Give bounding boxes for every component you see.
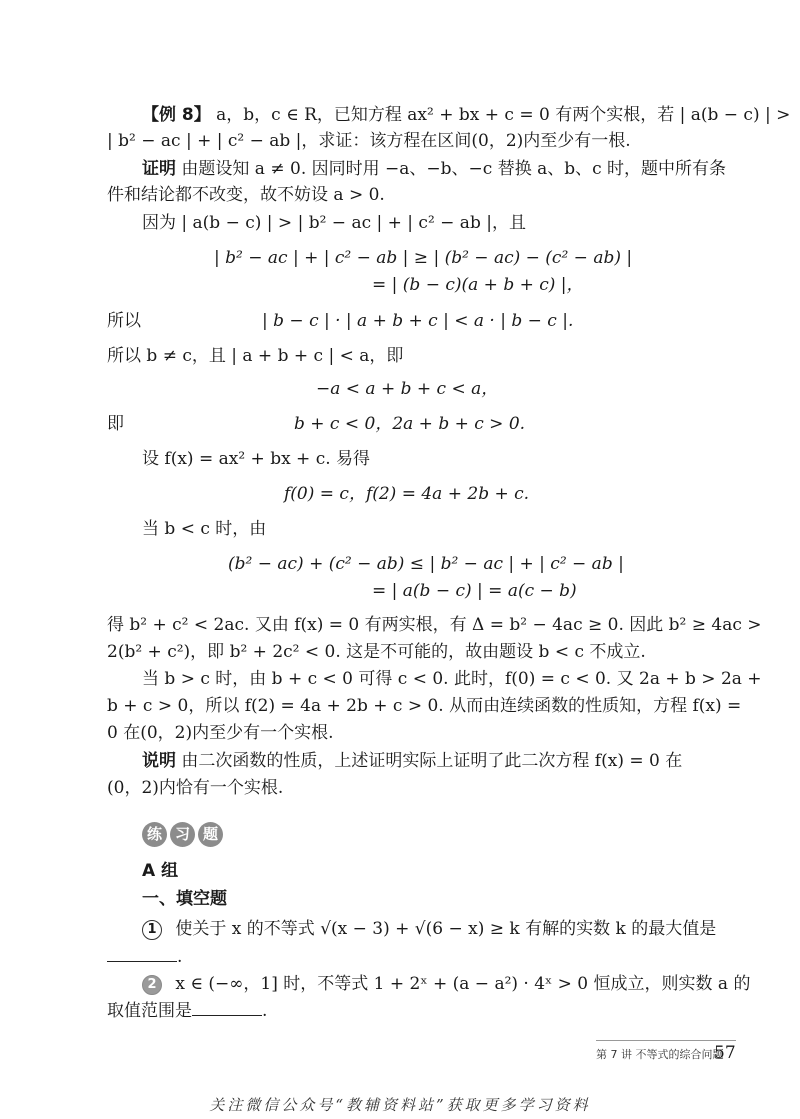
practice-badge <box>142 822 223 847</box>
section-heading: 一、填空题 <box>142 889 227 909</box>
proof-line6: 当 b < c 时，由 <box>142 519 267 539</box>
example-label: 【例 8】 <box>142 105 211 125</box>
equation-1a: | b² − ac | + | c² − ab | ≥ | (b² − ac) − (c² − ab) | <box>214 248 633 268</box>
example-statement-line2: | b² − ac | + | c² − ab |，求证：该方程在区间(0，2)内至少有一根. <box>107 131 631 151</box>
question-number-badge: 2 <box>142 975 162 995</box>
proof-line7: 得 b² + c² < 2ac. 又由 f(x) = 0 有两实根，有 Δ = b² − 4ac ≥ 0. 因此 b² ≥ 4ac > <box>107 615 762 635</box>
proof-line8: 2(b² + c²)，即 b² + 2c² < 0. 这是不可能的，故由题设 b < c 不成立. <box>107 642 646 662</box>
equation-4: b + c < 0，2a + b + c > 0. <box>294 414 526 434</box>
example-text-1: a，b，c ∈ R，已知方程 ax² + bx + c = 0 有两个实根，若 | a(b − c) | > <box>216 105 791 125</box>
remark-line2: (0，2)内恰有一个实根. <box>107 778 284 798</box>
question-1-line1 <box>142 918 716 940</box>
practice-badge-char: 习 <box>170 822 195 847</box>
question-2-line1 <box>142 973 750 995</box>
proof-line2: 件和结论都不改变，故不妨设 a > 0. <box>107 185 385 205</box>
proof-line1 <box>142 158 726 180</box>
watermark-text: 关注微信公众号“教辅资料站”获取更多学习资料 <box>209 1096 591 1114</box>
equation-2: | b − c | · | a + b + c | < a · | b − c |. <box>262 311 574 331</box>
question-2-end: . <box>262 1001 268 1021</box>
proof-line11: 0 在(0，2)内至少有一个实根. <box>107 723 334 743</box>
proof-label: 证明 <box>142 159 176 179</box>
question-2-line2 <box>107 1000 267 1022</box>
equation-5: f(0) = c，f(2) = 4a + 2b + c. <box>284 484 530 504</box>
so-label: 所以 <box>107 311 141 331</box>
equation-6a: (b² − ac) + (c² − ab) ≤ | b² − ac | + | c² − ab | <box>228 554 624 574</box>
question-2-text: x ∈ (−∞，1] 时，不等式 1 + 2ˣ + (a − a²) · 4ˣ > 0 恒成立，则实数 a 的 <box>175 974 751 994</box>
remark-label: 说明 <box>142 751 176 771</box>
remark-text-1: 由二次函数的性质，上述证明实际上证明了此二次方程 f(x) = 0 在 <box>181 751 683 771</box>
question-1-end: . <box>177 947 183 967</box>
proof-line4: 所以 b ≠ c，且 | a + b + c | < a，即 <box>107 346 404 366</box>
practice-badge-char: 题 <box>198 822 223 847</box>
remark-line1 <box>142 750 682 772</box>
ji-label: 即 <box>107 414 124 434</box>
footer-rule <box>596 1040 736 1041</box>
proof-text-1: 由题设知 a ≠ 0. 因同时用 −a、−b、−c 替换 a、b、c 时，题中所有条 <box>181 159 727 179</box>
proof-line9: 当 b > c 时，由 b + c < 0 可得 c < 0. 此时，f(0) = c < 0. 又 2a + b > 2a + <box>142 669 762 689</box>
answer-blank[interactable] <box>107 947 177 962</box>
question-1-text: 使关于 x 的不等式 √(x − 3) + √(6 − x) ≥ k 有解的实数 k 的最大值是 <box>175 919 717 939</box>
footer-chapter: 第 7 讲 不等式的综合问题 <box>596 1048 724 1061</box>
example-statement-line1 <box>142 104 790 126</box>
answer-blank[interactable] <box>192 1001 262 1016</box>
proof-line10: b + c > 0，所以 f(2) = 4a + 2b + c > 0. 从而由连续函数的性质知，方程 f(x) = <box>107 696 742 716</box>
equation-1b: = | (b − c)(a + b + c) |， <box>372 275 584 295</box>
question-1-line2 <box>107 946 182 968</box>
question-number-badge: 1 <box>142 920 162 940</box>
equation-3: −a < a + b + c < a， <box>316 379 499 399</box>
practice-badge-char: 练 <box>142 822 167 847</box>
proof-line3: 因为 | a(b − c) | > | b² − ac | + | c² − ab |，且 <box>142 213 526 233</box>
question-2-prompt: 取值范围是 <box>107 1001 192 1021</box>
group-heading: A 组 <box>142 861 179 881</box>
equation-6b: = | a(b − c) | = a(c − b) <box>372 581 577 601</box>
page-number: 57 <box>714 1043 736 1063</box>
proof-line5: 设 f(x) = ax² + bx + c. 易得 <box>142 449 371 469</box>
